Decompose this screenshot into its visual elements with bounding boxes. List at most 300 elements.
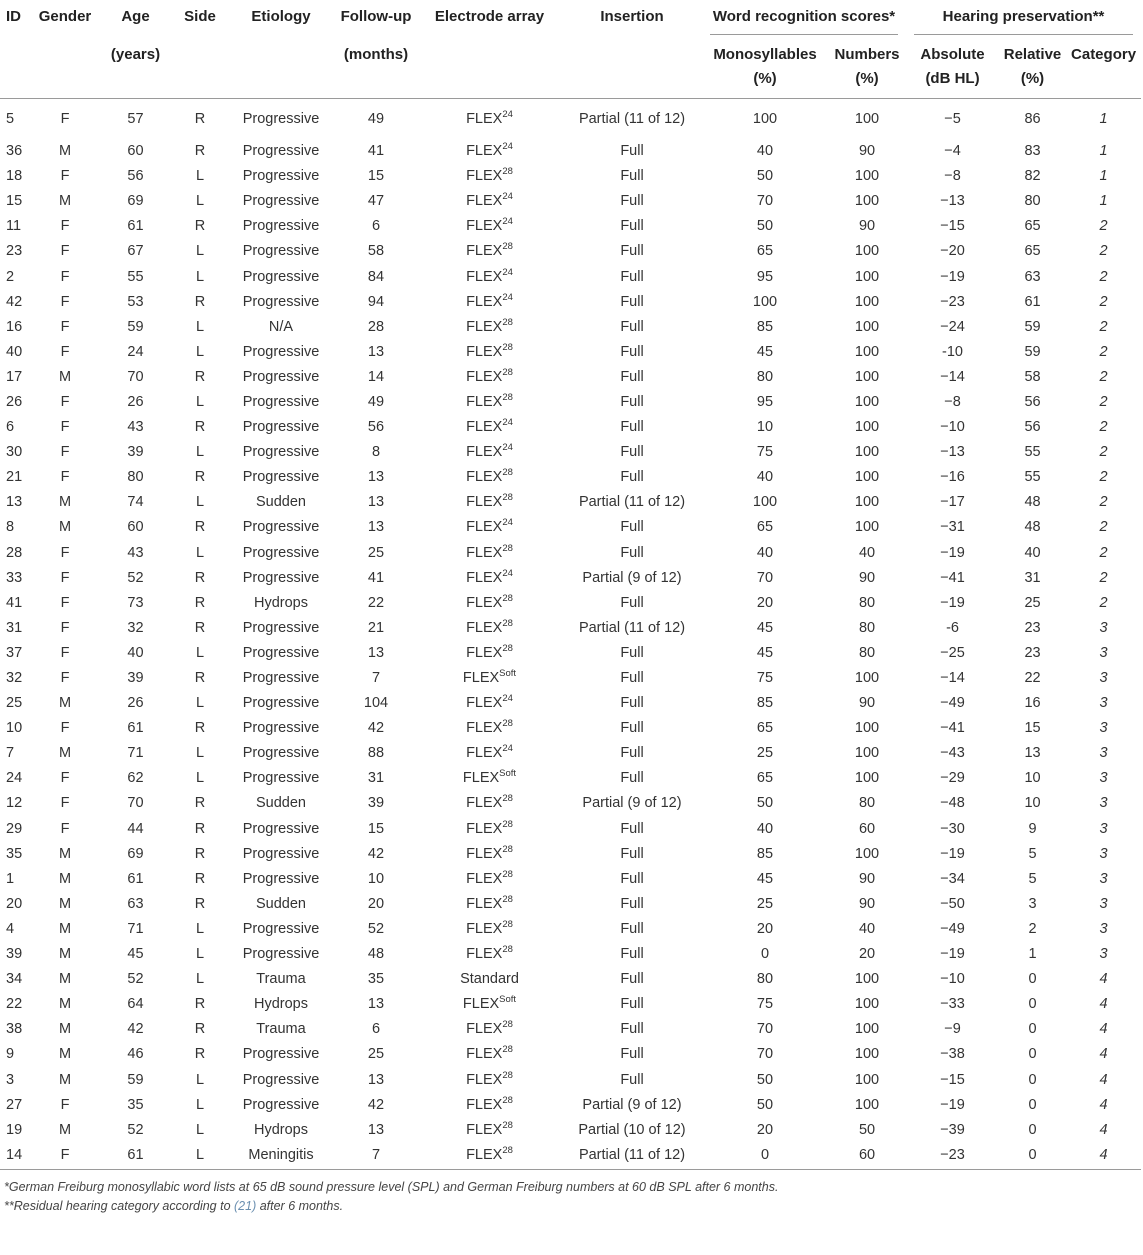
table-row — [0, 917, 1141, 942]
electrode-variant: 28 — [502, 642, 513, 654]
cell-id: 9 — [6, 1046, 15, 1063]
cell-age: 40 — [127, 644, 144, 661]
table-row — [0, 967, 1141, 992]
cell-category: 3 — [1099, 644, 1108, 661]
cell-side: L — [195, 444, 205, 461]
cell-monosyllables: 50 — [756, 218, 774, 235]
table-row — [0, 264, 1141, 289]
cell-electrode — [417, 1067, 562, 1092]
cell-relative: 9 — [1028, 820, 1037, 837]
cell-numbers: 90 — [858, 143, 876, 160]
cell-relative: 5 — [1028, 845, 1037, 862]
table-row — [0, 515, 1141, 540]
cell-insertion: Full — [620, 393, 644, 410]
cell-insertion: Partial (11 of 12) — [578, 494, 686, 511]
cell-electrode — [417, 214, 562, 239]
table-row — [0, 214, 1141, 239]
cell-absolute: −19 — [940, 1096, 965, 1113]
cell-monosyllables: 70 — [756, 569, 774, 586]
cell-etiology: Trauma — [256, 1021, 306, 1038]
electrode-base: FLEX — [466, 946, 503, 963]
cell-category: 2 — [1099, 243, 1108, 260]
cell-age: 52 — [127, 569, 144, 586]
cell-insertion: Full — [620, 268, 644, 285]
electrode-base: FLEX — [466, 845, 503, 862]
cell-age: 61 — [98, 1143, 173, 1170]
cell-relative: 58 — [1024, 368, 1041, 385]
cell-side: L — [195, 168, 205, 185]
cell-relative: 0 — [1028, 996, 1037, 1013]
electrode-base: FLEX — [466, 168, 503, 185]
cell-absolute: −23 — [940, 293, 965, 310]
cell-electrode — [417, 641, 562, 666]
electrode-base: FLEX — [466, 619, 503, 636]
cell-electrode — [417, 741, 562, 766]
cell-electrode — [417, 1042, 562, 1067]
cell-category: 2 — [1099, 544, 1108, 561]
cell-age: 61 — [127, 218, 144, 235]
cell-etiology: Progressive — [242, 1046, 320, 1063]
cell-category: 2 — [1099, 419, 1108, 436]
cell-category: 3 — [1099, 870, 1108, 887]
cell-numbers: 100 — [854, 519, 880, 536]
table-row — [0, 766, 1141, 791]
cell-absolute: −19 — [940, 268, 965, 285]
cell-monosyllables: 85 — [756, 845, 774, 862]
cell-etiology: Progressive — [242, 218, 320, 235]
cell-id: 21 — [6, 469, 23, 486]
header-category: Category — [1071, 46, 1137, 63]
cell-absolute: −25 — [940, 644, 965, 661]
cell-absolute: −19 — [940, 845, 965, 862]
cell-id: 7 — [6, 745, 15, 762]
cell-relative: 25 — [1024, 594, 1041, 611]
cell-insertion: Partial (9 of 12) — [582, 795, 682, 812]
cell-monosyllables: 85 — [756, 318, 774, 335]
cell-followup: 104 — [363, 695, 389, 712]
cell-id: 33 — [6, 569, 23, 586]
electrode-variant: 28 — [502, 617, 513, 629]
cell-age: 71 — [127, 920, 144, 937]
cell-insertion: Full — [620, 218, 644, 235]
cell-side: L — [195, 1071, 205, 1088]
cell-electrode — [417, 591, 562, 616]
cell-absolute: −30 — [940, 820, 965, 837]
cell-category: 2 — [1099, 444, 1108, 461]
cell-etiology: Progressive — [242, 544, 320, 561]
cell-id: 37 — [6, 644, 23, 661]
cell-age: 26 — [127, 393, 144, 410]
cell-side: R — [194, 469, 206, 486]
cell-monosyllables: 0 — [760, 946, 770, 963]
cell-numbers: 100 — [854, 469, 880, 486]
cell-relative: 56 — [1024, 393, 1041, 410]
cell-id: 13 — [6, 494, 23, 511]
cell-followup: 13 — [367, 343, 385, 360]
table-row — [0, 490, 1141, 515]
cell-monosyllables: 70 — [756, 193, 774, 210]
table-row — [0, 340, 1141, 365]
cell-id: 24 — [6, 770, 23, 787]
cell-category: 3 — [1099, 695, 1108, 712]
electrode-base: FLEX — [466, 469, 503, 486]
cell-category: 4 — [1099, 971, 1108, 988]
cell-etiology: Progressive — [242, 720, 320, 737]
cell-category: 2 — [1099, 318, 1108, 335]
cell-followup: 6 — [371, 1021, 381, 1038]
cell-followup: 13 — [367, 644, 385, 661]
table-row — [0, 867, 1141, 892]
cell-electrode — [417, 1017, 562, 1042]
cell-numbers: 90 — [858, 218, 876, 235]
cell-id: 3 — [6, 1071, 15, 1088]
cell-gender: M — [58, 971, 72, 988]
electrode-variant: 28 — [502, 793, 513, 805]
cell-electrode — [417, 1093, 562, 1118]
cell-numbers: 100 — [854, 1071, 880, 1088]
cell-etiology: Trauma — [256, 971, 306, 988]
header-hearing-group-label: Hearing preservation** — [914, 6, 1133, 35]
cell-side: R — [194, 996, 206, 1013]
cell-numbers: 20 — [858, 946, 876, 963]
header-relative: Relative — [1003, 46, 1062, 63]
electrode-variant: 28 — [502, 492, 513, 504]
cell-id: 10 — [6, 720, 23, 737]
header-insertion: Insertion — [600, 8, 664, 25]
cell-etiology: Progressive — [242, 1071, 320, 1088]
cell-absolute: −43 — [940, 745, 965, 762]
cell-category: 2 — [1099, 469, 1108, 486]
cell-id: 36 — [6, 143, 23, 160]
cell-side: R — [194, 419, 206, 436]
cell-side: R — [194, 293, 206, 310]
cell-gender: F — [60, 795, 70, 812]
cell-insertion: Full — [620, 343, 644, 360]
cell-monosyllables: 25 — [756, 895, 774, 912]
cell-category: 3 — [1099, 670, 1108, 687]
electrode-base: FLEX — [466, 644, 503, 661]
cell-electrode — [417, 892, 562, 917]
table-row — [0, 541, 1141, 566]
table-row — [0, 666, 1141, 691]
cell-side: L — [195, 243, 205, 260]
electrode-variant: 24 — [502, 442, 513, 454]
electrode-base: FLEX — [466, 111, 503, 127]
cell-absolute: −4 — [944, 143, 961, 160]
electrode-base: FLEX — [466, 343, 503, 360]
cell-etiology: Progressive — [242, 268, 320, 285]
cell-gender: F — [60, 168, 70, 185]
table-row — [0, 1118, 1141, 1143]
cell-gender: F — [32, 1143, 98, 1170]
cell-absolute: −8 — [944, 168, 961, 185]
cell-gender: F — [60, 544, 70, 561]
cell-side: R — [194, 795, 206, 812]
cell-category: 4 — [1099, 996, 1108, 1013]
cell-etiology: Progressive — [242, 519, 320, 536]
table-row — [0, 992, 1141, 1017]
cell-electrode — [417, 390, 562, 415]
cell-numbers: 100 — [854, 1096, 880, 1113]
cell-etiology: Meningitis — [227, 1143, 335, 1170]
cell-side: L — [195, 393, 205, 410]
table-row — [0, 99, 1141, 140]
cell-followup: 42 — [367, 1096, 385, 1113]
cell-insertion: Full — [620, 1071, 644, 1088]
cell-electrode — [417, 917, 562, 942]
cell-monosyllables: 20 — [756, 1121, 774, 1138]
cell-side: R — [194, 895, 206, 912]
table-row — [0, 390, 1141, 415]
cell-gender: M — [58, 368, 72, 385]
electrode-base: FLEX — [466, 243, 503, 260]
cell-id: 19 — [6, 1121, 23, 1138]
cell-insertion: Full — [620, 1046, 644, 1063]
footnote-hearing-prefix: **Residual hearing category according to — [4, 1198, 234, 1213]
cell-followup: 15 — [367, 820, 385, 837]
cell-electrode — [417, 992, 562, 1017]
cell-id: 28 — [6, 544, 23, 561]
cell-side: L — [195, 971, 205, 988]
cell-insertion: Full — [620, 368, 644, 385]
header-followup-unit: (months) — [343, 46, 409, 63]
header-followup: Follow-up — [340, 8, 412, 25]
table-row — [0, 1093, 1141, 1118]
cell-side: R — [194, 143, 206, 160]
cell-monosyllables: 95 — [756, 268, 774, 285]
cell-electrode — [417, 99, 562, 140]
electrode-base: FLEX — [466, 745, 503, 762]
cell-monosyllables: 50 — [756, 795, 774, 812]
cell-absolute: −23 — [906, 1143, 999, 1170]
cell-numbers: 90 — [858, 895, 876, 912]
table-row — [0, 415, 1141, 440]
table-header — [0, 0, 1141, 99]
cell-followup: 7 — [371, 670, 381, 687]
cell-absolute: −24 — [940, 318, 965, 335]
cell-insertion: Full — [620, 318, 644, 335]
cell-numbers: 100 — [854, 168, 880, 185]
cell-relative: 48 — [1024, 494, 1041, 511]
cell-followup: 10 — [367, 870, 385, 887]
cell-age: 59 — [127, 1071, 144, 1088]
header-word-group — [702, 0, 906, 42]
electrode-variant: 28 — [502, 341, 513, 353]
header-age-unit: (years) — [110, 46, 161, 63]
cell-side: R — [194, 594, 206, 611]
electrode-variant: Soft — [499, 994, 517, 1006]
electrode-base: FLEX — [462, 996, 500, 1013]
cell-age: 61 — [127, 720, 144, 737]
cell-age: 73 — [127, 594, 144, 611]
cell-electrode — [417, 616, 562, 641]
electrode-variant: 28 — [502, 1094, 513, 1106]
cell-monosyllables: 40 — [756, 544, 774, 561]
cell-numbers: 100 — [854, 670, 880, 687]
header-hearing-group — [906, 0, 1141, 42]
cell-age: 52 — [127, 1121, 144, 1138]
cell-numbers: 100 — [854, 1046, 880, 1063]
header-etiology: Etiology — [251, 8, 311, 25]
cell-monosyllables: 20 — [756, 920, 774, 937]
electrode-variant: 28 — [502, 1044, 513, 1056]
cell-age: 57 — [127, 111, 144, 127]
cell-id: 29 — [6, 820, 23, 837]
cell-numbers: 100 — [854, 720, 880, 737]
cell-numbers: 60 — [858, 820, 876, 837]
cell-absolute: -6 — [946, 619, 959, 636]
cell-etiology: Progressive — [242, 168, 320, 185]
cell-electrode — [417, 716, 562, 741]
cell-age: 52 — [127, 971, 144, 988]
electrode-base: FLEX — [462, 670, 500, 687]
cell-absolute: −16 — [940, 469, 965, 486]
cell-electrode — [417, 465, 562, 490]
cell-monosyllables: 70 — [756, 1021, 774, 1038]
cell-monosyllables: 40 — [756, 143, 774, 160]
cell-numbers: 80 — [858, 619, 876, 636]
cell-monosyllables: 10 — [756, 419, 774, 436]
cell-gender: F — [60, 644, 70, 661]
electrode-variant: 24 — [502, 141, 513, 153]
cell-electrode — [417, 139, 562, 164]
electrode-base: FLEX — [466, 1147, 503, 1164]
electrode-base: FLEX — [466, 594, 503, 611]
cell-numbers: 50 — [858, 1121, 876, 1138]
cell-side: L — [195, 494, 205, 511]
cell-absolute: −15 — [940, 218, 965, 235]
cell-followup: 49 — [367, 393, 385, 410]
cell-absolute: −39 — [940, 1121, 965, 1138]
cell-electrode — [417, 942, 562, 967]
cell-followup: 13 — [367, 1071, 385, 1088]
electrode-base: FLEX — [466, 1046, 503, 1063]
cell-absolute: −41 — [940, 569, 965, 586]
cell-category: 3 — [1099, 820, 1108, 837]
cell-followup: 14 — [367, 368, 385, 385]
cell-category: 3 — [1099, 619, 1108, 636]
cell-gender: M — [58, 695, 72, 712]
cell-side: L — [195, 770, 205, 787]
cell-age: 74 — [127, 494, 144, 511]
cell-etiology: Progressive — [242, 368, 320, 385]
cell-followup: 28 — [367, 318, 385, 335]
cell-category: 3 — [1099, 720, 1108, 737]
cell-age: 70 — [127, 368, 144, 385]
electrode-variant: 28 — [502, 918, 513, 930]
header-age: Age — [121, 8, 150, 25]
cell-age: 69 — [127, 845, 144, 862]
cell-followup: 49 — [367, 111, 385, 127]
cell-id: 8 — [6, 519, 15, 536]
cell-absolute: −34 — [940, 870, 965, 887]
cell-side: L — [195, 745, 205, 762]
cell-followup: 13 — [367, 1121, 385, 1138]
footnote-hearing-category — [4, 1197, 1143, 1216]
electrode-base: FLEX — [466, 318, 503, 335]
electrode-variant: 28 — [502, 1145, 513, 1157]
cell-age: 43 — [127, 419, 144, 436]
cell-monosyllables: 100 — [752, 494, 778, 511]
electrode-base: FLEX — [466, 218, 503, 235]
electrode-variant: Soft — [499, 768, 517, 780]
cell-etiology: Progressive — [242, 469, 320, 486]
cell-gender: F — [60, 670, 70, 687]
cell-absolute: −33 — [940, 996, 965, 1013]
cell-followup: 42 — [367, 720, 385, 737]
cell-followup: 52 — [367, 920, 385, 937]
cell-monosyllables: 65 — [756, 519, 774, 536]
cell-followup: 13 — [367, 996, 385, 1013]
cell-absolute: −13 — [940, 444, 965, 461]
cell-relative: 0 — [1028, 1071, 1037, 1088]
cell-gender: F — [60, 770, 70, 787]
cell-numbers: 100 — [854, 393, 880, 410]
cell-followup: 48 — [367, 946, 385, 963]
cell-gender: F — [60, 1096, 70, 1113]
table-row — [0, 440, 1141, 465]
cell-side: L — [195, 695, 205, 712]
electrode-variant: 28 — [502, 843, 513, 855]
table-row — [0, 1017, 1141, 1042]
cell-side: L — [195, 268, 205, 285]
cell-followup: 84 — [367, 268, 385, 285]
electrode-variant: 24 — [502, 517, 513, 529]
cell-etiology: Progressive — [242, 1096, 320, 1113]
cell-relative: 5 — [1028, 870, 1037, 887]
table-row — [0, 315, 1141, 340]
cell-etiology: Hydrops — [254, 1121, 308, 1138]
cell-etiology: Progressive — [242, 644, 320, 661]
cell-gender: F — [60, 268, 70, 285]
cell-category: 3 — [1099, 795, 1108, 812]
cell-electrode — [417, 541, 562, 566]
cell-id: 11 — [6, 218, 22, 235]
cell-relative: 1 — [1028, 946, 1037, 963]
cell-etiology: Progressive — [242, 820, 320, 837]
cell-age: 45 — [127, 946, 144, 963]
cell-absolute: −15 — [940, 1071, 965, 1088]
cell-etiology: Progressive — [242, 419, 320, 436]
cell-age: 55 — [127, 268, 144, 285]
cell-followup: 88 — [367, 745, 385, 762]
cell-relative: 48 — [1024, 519, 1041, 536]
electrode-base: FLEX — [466, 419, 503, 436]
cell-category: 2 — [1099, 268, 1108, 285]
cell-absolute: −13 — [940, 193, 965, 210]
electrode-base: FLEX — [466, 193, 503, 210]
cell-id: 38 — [6, 1021, 23, 1038]
reference-link[interactable]: (21) — [234, 1198, 257, 1213]
cell-insertion: Full — [620, 444, 644, 461]
cell-gender: M — [58, 494, 72, 511]
electrode-variant: 28 — [502, 1019, 513, 1031]
cell-followup: 42 — [367, 845, 385, 862]
cell-insertion: Full — [620, 745, 644, 762]
cell-side: R — [194, 820, 206, 837]
cell-followup: 13 — [367, 469, 385, 486]
cell-etiology: Progressive — [242, 293, 320, 310]
cell-category: 1 — [1099, 168, 1108, 185]
cell-electrode — [417, 490, 562, 515]
cell-gender: F — [60, 419, 70, 436]
cell-numbers: 100 — [854, 845, 880, 862]
cell-id: 34 — [6, 971, 23, 988]
cell-category: 2 — [1099, 218, 1108, 235]
cell-followup: 35 — [367, 971, 385, 988]
cell-side: R — [194, 218, 206, 235]
cell-relative: 0 — [1028, 1046, 1037, 1063]
